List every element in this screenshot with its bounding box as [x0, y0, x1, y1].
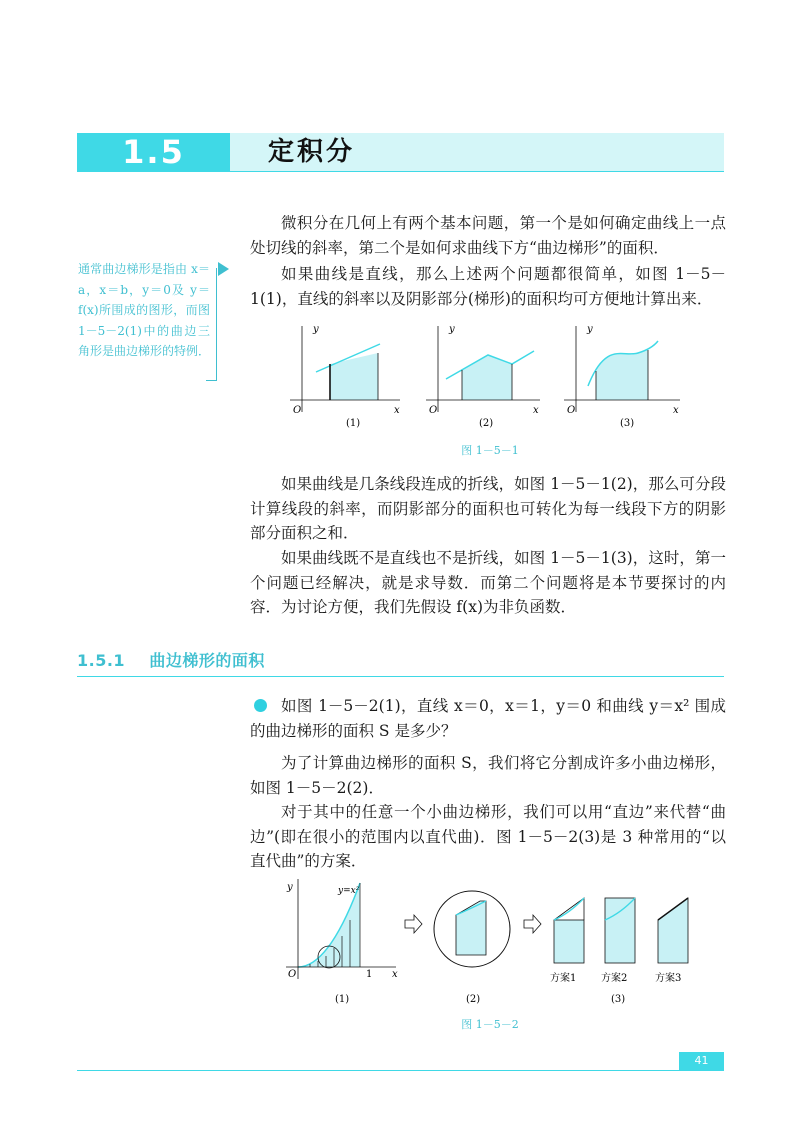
subsection-rule: [77, 676, 724, 677]
axis-x-label: x: [394, 405, 400, 416]
axis-x-label: x: [673, 405, 679, 416]
origin-label: O: [288, 969, 297, 980]
tick-one-label: 1: [366, 969, 373, 980]
arrow-right-icon: [524, 915, 541, 933]
axis-y-label: y: [313, 324, 319, 335]
scheme-label: 方案2: [601, 973, 628, 984]
subsection-title: 曲边梯形的面积: [149, 651, 265, 670]
scheme-1: [550, 898, 584, 984]
paragraph-1: 微积分在几何上有两个基本问题，第一个是如何确定曲线上一点处切线的斜率，第二个是如何求曲线下方“曲边梯形”的面积．: [250, 214, 726, 257]
header-rule: [77, 171, 724, 172]
curve-shade: [596, 349, 648, 400]
origin-label: O: [293, 405, 302, 416]
figure-1-5-1: [280, 320, 700, 455]
scheme-3: [655, 898, 688, 984]
origin-label: O: [429, 405, 438, 416]
section-number: 1.5: [122, 133, 185, 171]
axis-y-label: y: [287, 882, 293, 893]
paragraph-6: 为了计算曲边梯形的面积 S，我们将它分割成许多小曲边梯形，如图 1－5－2(2)．: [250, 754, 726, 797]
scheme-label: 方案3: [655, 973, 682, 984]
paragraph-4: 如果曲线既不是直线也不是折线，如图 1－5－1(3)，这时，第一个问题已经解决，就是求导数．而第二个问题将是本节要探讨的内容．为讨论方便，我们先假设 f(x)为非负函数．: [250, 549, 726, 616]
figure2-panel-1: [286, 879, 398, 1005]
paragraph-7: 对于其中的任意一个小曲边梯形，我们可以用“直边”来代替“曲边”(即在很小的范围内以直代曲)．图 1－5－2(3)是 3 种常用的“以直代曲”的方案．: [250, 803, 726, 870]
panel-label: (3): [611, 994, 626, 1005]
note-bracket: [216, 268, 217, 380]
figure1-caption: 图 1－5－1: [461, 444, 519, 457]
paragraph-3: 如果曲线是几条线段连成的折线，如图 1－5－1(2)，那么可分段计算线段的斜率，而阴影部分的面积也可转化为每一线段下方的阴影部分面积之和．: [250, 475, 726, 542]
scheme-label: 方案1: [550, 973, 577, 984]
footer-rule: [77, 1070, 724, 1071]
figure-1-5-2: [280, 875, 700, 1010]
trapezoid-shade: [330, 353, 378, 400]
paragraph-2: 如果曲线是直线，那么上述两个问题都很简单，如图 1－5－1(1)，直线的斜率以及阴影部分(梯形)的面积均可方便地计算出来．: [250, 265, 726, 308]
axis-x-label: x: [392, 969, 398, 980]
origin-label: O: [567, 405, 576, 416]
side-note: 通常曲边梯形是指由 x＝a，x＝b，y＝0及 y＝f(x)所围成的图形，而图1－5－2(1)中的曲边三角形是曲边梯形的特例．: [78, 262, 211, 359]
panel-label: (2): [479, 418, 494, 429]
figure1-panel-3: [564, 324, 680, 429]
axis-y-label: y: [449, 324, 455, 335]
paragraph-5: 如图 1－5－2(1)，直线 x＝0，x＝1，y＝0 和曲线 y＝x² 围成的曲边梯形的面积 S 是多少？: [250, 697, 726, 740]
panel-label: (1): [335, 994, 350, 1005]
figure2-panel-2: [434, 891, 510, 1005]
curve-label: y=x²: [338, 886, 360, 896]
page-number: 41: [694, 1054, 709, 1067]
panel-label: (3): [620, 418, 635, 429]
axis-y-label: y: [587, 324, 593, 335]
figure2-caption: 图 1－5－2: [461, 1018, 519, 1031]
note-arrow-icon: [218, 262, 229, 276]
axis-x-label: x: [533, 405, 539, 416]
subsection-number: 1.5.1: [77, 651, 126, 670]
section-title: 定积分: [268, 137, 356, 167]
small-curved-trapezoid: [456, 901, 486, 955]
scheme-2: [601, 898, 635, 984]
figure1-panel-1: [290, 324, 400, 429]
figure1-panel-2: [426, 324, 540, 429]
subsection-heading: [77, 648, 265, 671]
note-bracket-foot: [206, 380, 217, 381]
figure2-panel-3: [550, 898, 688, 1005]
arrow-right-icon: [405, 915, 422, 933]
panel-label: (2): [466, 994, 481, 1005]
panel-label: (1): [346, 418, 361, 429]
